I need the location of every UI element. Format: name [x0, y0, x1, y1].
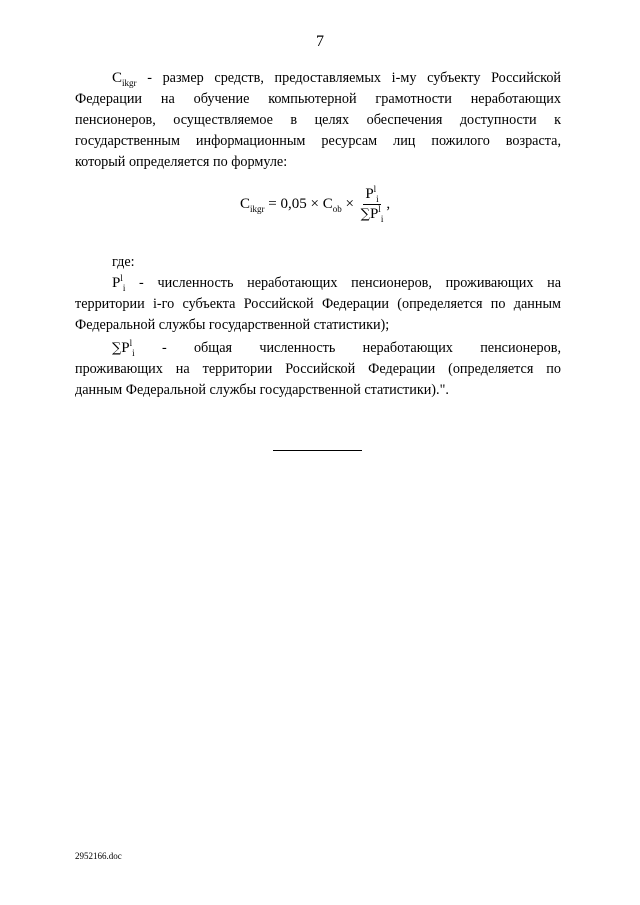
- definition-line: Федеральной службы государственной статистики);: [75, 317, 390, 333]
- definition-line: $\sum P^l_i$ - общая численность неработающих пенсионеров,: [112, 338, 561, 358]
- formula: [240, 186, 390, 223]
- paragraph-line: государственным информационным ресурсам лиц пожилого возраста,: [75, 133, 561, 149]
- formula-cob: $C_{ob}$: [322, 196, 342, 214]
- definition-line: территории i-го субъекта Российской Федерации (определяется по данным: [75, 296, 561, 312]
- formula-trailing-comma: ,: [386, 196, 391, 212]
- formula-fraction: [361, 186, 384, 223]
- symbol-cikgr: $C_{ikgr}$: [112, 70, 137, 88]
- formula-times: ×: [341, 196, 358, 212]
- fraction-denominator: $\sum P^l_i$: [360, 204, 384, 224]
- where-label: где:: [112, 254, 135, 270]
- fraction-numerator: $P^l_i$: [365, 184, 379, 204]
- symbol-pil: $P^l_i$: [112, 273, 126, 293]
- page-number: 7: [316, 33, 324, 50]
- definition-line: $P^l_i$ - численность неработающих пенсионеров, проживающих на: [112, 273, 561, 293]
- formula-coefficient: = 0,05 ×: [264, 196, 323, 212]
- where-section: [75, 252, 561, 401]
- paragraph-line: Федерации на обучение компьютерной грамотности неработающих: [75, 91, 561, 107]
- paragraph-line: пенсионеров, осуществляемое в целях обеспечения доступности к: [75, 112, 561, 128]
- symbol-sum-pil: $\sum P^l_i$: [112, 338, 135, 358]
- sum-sign-icon: ∑: [360, 207, 370, 222]
- definition-line: данным Федеральной службы государственной статистики).".: [75, 382, 449, 398]
- footer-filename: 2952166.doc: [75, 851, 122, 861]
- definition-line: проживающих на территории Российской Федерации (определяется по: [75, 361, 561, 377]
- sum-sign-icon: ∑: [112, 341, 122, 356]
- formula-lhs: $C_{ikgr}$: [240, 196, 265, 214]
- section-divider: [273, 450, 362, 451]
- paragraph-line: который определяется по формуле:: [75, 154, 288, 170]
- paragraph-cikgr-definition: [75, 68, 561, 173]
- paragraph-line: $C_{ikgr}$ - размер средств, предоставляемых i-му субъекту Российской: [112, 70, 561, 88]
